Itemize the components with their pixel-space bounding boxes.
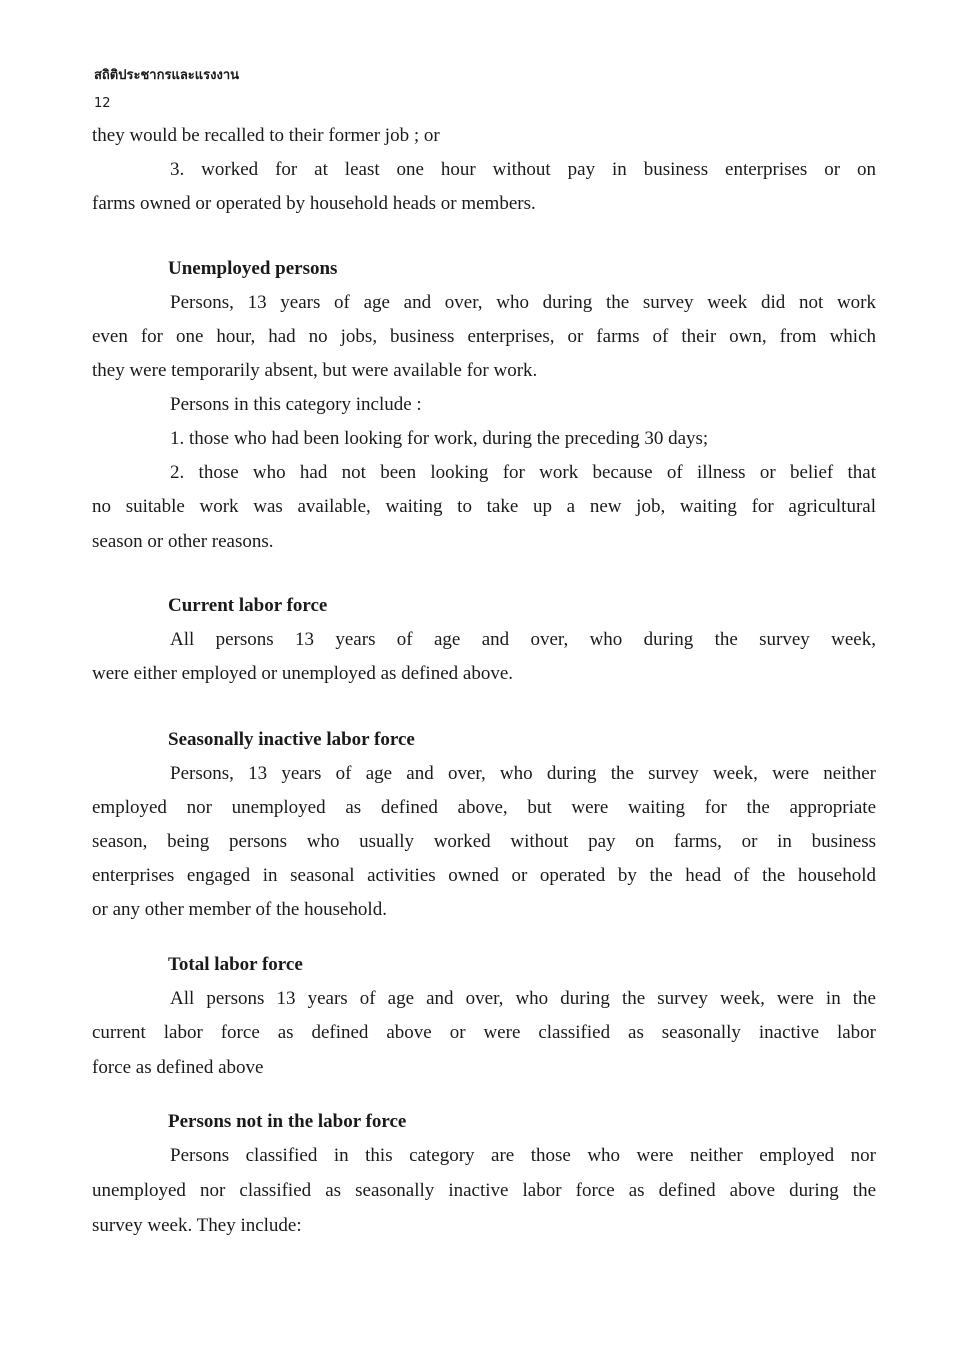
paragraph-line: were either employed or unemployed as defined above. bbox=[92, 663, 514, 684]
paragraph-line: Persons, 13 years of age and over, who during the survey week did not work bbox=[170, 292, 876, 313]
section-heading-not-in-labor-force: Persons not in the labor force bbox=[168, 1111, 407, 1132]
list-item-3-line: 3. worked for at least one hour without pay in business enterprises or on bbox=[170, 159, 876, 180]
list-item-1-line: 1. those who had been looking for work, during the preceding 30 days; bbox=[170, 428, 709, 449]
list-item-2-line: no suitable work was available, waiting to take up a new job, waiting for agricultural bbox=[92, 496, 876, 517]
paragraph-line: Persons, 13 years of age and over, who during the survey week, were neither bbox=[170, 763, 876, 784]
page-number: 12 bbox=[94, 96, 111, 111]
paragraph-line: survey week. They include: bbox=[92, 1215, 302, 1236]
section-heading-unemployed: Unemployed persons bbox=[168, 258, 338, 279]
paragraph-line: they were temporarily absent, but were available for work. bbox=[92, 360, 538, 381]
section-heading-current-labor-force: Current labor force bbox=[168, 595, 328, 616]
section-heading-total-labor-force: Total labor force bbox=[168, 954, 303, 975]
paragraph-line: employed nor unemployed as defined above, but were waiting for the appropriate bbox=[92, 797, 876, 818]
paragraph-line: Persons in this category include : bbox=[170, 394, 422, 415]
section-heading-seasonally-inactive: Seasonally inactive labor force bbox=[168, 729, 415, 750]
paragraph-line: Persons classified in this category are those who were neither employed nor bbox=[170, 1145, 876, 1166]
running-header-title: สถิติประชากรและแรงงาน bbox=[94, 68, 240, 83]
paragraph-line: All persons 13 years of age and over, who during the survey week, bbox=[170, 629, 876, 650]
paragraph-line: or any other member of the household. bbox=[92, 899, 387, 920]
list-item-2-line: season or other reasons. bbox=[92, 531, 274, 552]
paragraph-line: season, being persons who usually worked without pay on farms, or in business bbox=[92, 831, 876, 852]
text-line: farms owned or operated by household heads or members. bbox=[92, 193, 536, 214]
text-line: they would be recalled to their former job ; or bbox=[92, 125, 440, 146]
paragraph-line: current labor force as defined above or were classified as seasonally inactive labor bbox=[92, 1022, 876, 1043]
paragraph-line: unemployed nor classified as seasonally inactive labor force as defined above during the bbox=[92, 1180, 876, 1201]
paragraph-line: enterprises engaged in seasonal activities owned or operated by the head of the household bbox=[92, 865, 876, 886]
paragraph-line: All persons 13 years of age and over, who during the survey week, were in the bbox=[170, 988, 876, 1009]
paragraph-line: force as defined above bbox=[92, 1057, 264, 1078]
paragraph-line: even for one hour, had no jobs, business enterprises, or farms of their own, from which bbox=[92, 326, 876, 347]
list-item-2-line: 2. those who had not been looking for work because of illness or belief that bbox=[170, 462, 876, 483]
